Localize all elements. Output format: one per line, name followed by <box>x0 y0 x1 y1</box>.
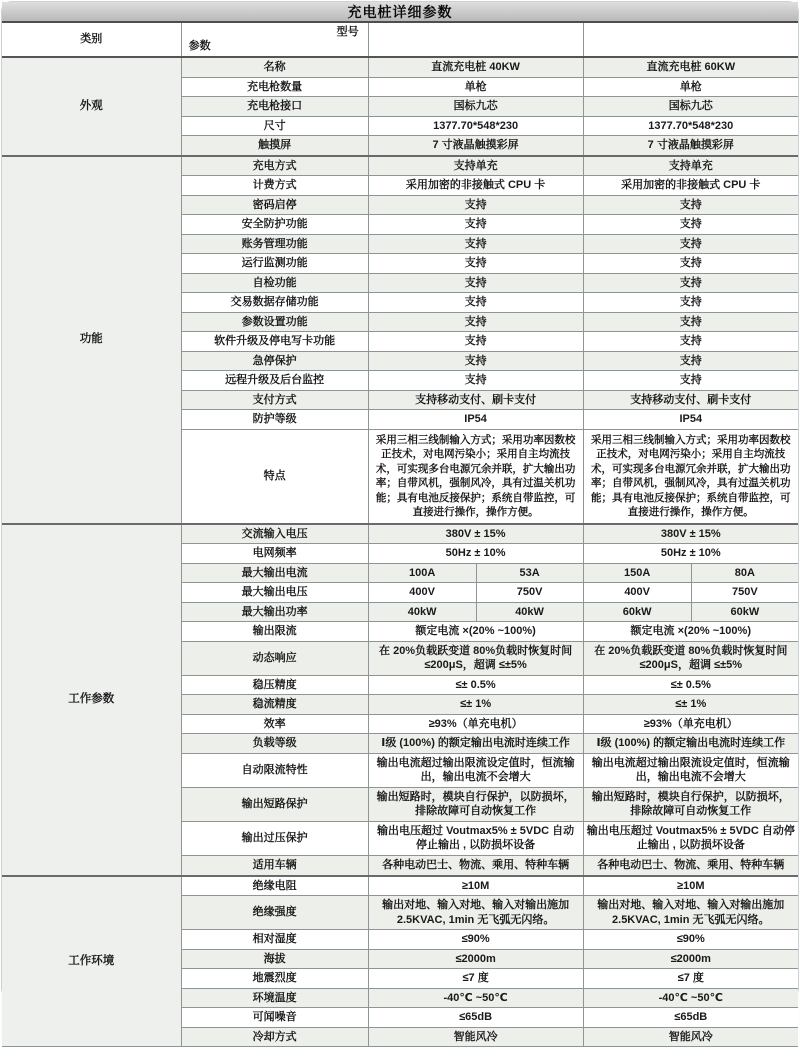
diagonal-model-label: 型号 <box>336 26 359 38</box>
parameter-name-cell: 电网频率 <box>181 544 368 564</box>
parameter-name-cell: 环境温度 <box>181 988 368 1008</box>
model-2-value-cell: 直流充电桩 60KW <box>583 57 798 77</box>
model-2-value-cell: ≤7 度 <box>583 969 798 989</box>
model-2-value-cell <box>583 563 798 583</box>
model-2-value-cell: ≤65dB <box>583 1008 798 1028</box>
parameter-name-cell: 充电枪数量 <box>181 77 368 97</box>
parameter-name-cell: 急停保护 <box>181 351 368 371</box>
page-title: 充电桩详细参数 <box>2 2 798 23</box>
split-value: 100A <box>408 566 436 579</box>
parameter-name-cell: 最大输出电流 <box>181 563 368 583</box>
model-1-value-cell: 直流充电桩 40KW <box>368 57 583 77</box>
model-1-value-cell: ≥93%（单充电机） <box>368 714 583 734</box>
parameter-name-cell: 绝缘电阻 <box>181 876 368 896</box>
parameter-name-cell: 支付方式 <box>181 390 368 410</box>
model-2-value-cell: IP54 <box>583 410 798 430</box>
parameter-name-cell: 安全防护功能 <box>181 215 368 235</box>
model-2-value-cell: 支持 <box>583 312 798 332</box>
parameter-name-cell: 密码启停 <box>181 195 368 215</box>
parameter-name-cell: 输出限流 <box>181 622 368 642</box>
model-1-value-cell: 各种电动巴士、物流、乘用、特种车辆 <box>368 855 583 875</box>
parameter-name-cell: 输出过压保护 <box>181 821 368 855</box>
model-2-value-cell: 支持 <box>583 273 798 293</box>
model-1-value-cell: ≤7 度 <box>368 969 583 989</box>
model-2-value-cell: 智能风冷 <box>583 1027 798 1047</box>
model-1-value-cell <box>368 602 583 622</box>
model-2-value-cell: 7 寸液晶触摸彩屏 <box>583 136 798 156</box>
parameter-name-cell: 海拔 <box>181 949 368 969</box>
model-1-value-cell: 输出短路时，模块自行保护，以防损坏，排除故障可自动恢复工作 <box>368 787 583 821</box>
parameter-name-cell: 尺寸 <box>181 116 368 136</box>
model-1-value-cell: 支持 <box>368 293 583 313</box>
table-header-row <box>2 23 798 57</box>
model-2-value-cell: 1377.70*548*230 <box>583 116 798 136</box>
parameter-name-cell: 参数设置功能 <box>181 312 368 332</box>
model-1-value-cell: 输出电流超过输出限流设定值时，恒流输出，输出电流不会增大 <box>368 753 583 787</box>
model-2-value-cell: -40℃ ~50℃ <box>583 988 798 1008</box>
model-1-value-cell: ≤90% <box>368 930 583 950</box>
model-2-value-cell: 输出短路时，模块自行保护，以防损坏，排除故障可自动恢复工作 <box>583 787 798 821</box>
parameter-name-cell: 远程升级及后台监控 <box>181 371 368 391</box>
category-cell: 工作参数 <box>2 524 181 876</box>
diagonal-header-cell <box>181 23 368 57</box>
split-value-pair <box>369 564 583 583</box>
model-1-value-cell: 7 寸液晶触摸彩屏 <box>368 136 583 156</box>
model-1-value-cell: Ⅰ级 (100%) 的额定输出电流时连续工作 <box>368 734 583 754</box>
model-2-value-cell <box>583 602 798 622</box>
split-value: 750V <box>691 583 798 602</box>
parameter-name-cell: 输出短路保护 <box>181 787 368 821</box>
model-1-value-cell: 支持 <box>368 371 583 391</box>
model-1-value-cell: 支持 <box>368 215 583 235</box>
model-2-value-cell: ≤± 1% <box>583 695 798 715</box>
split-value: 40kW <box>476 603 583 622</box>
model-2-value-cell: 支持 <box>583 254 798 274</box>
parameter-name-cell: 动态响应 <box>181 641 368 675</box>
model-2-value-cell: 输出对地、输入对地、输入对输出施加 2.5KVAC, 1min 无飞弧无闪络。 <box>583 896 798 930</box>
model-1-value-cell: 支持单充 <box>368 156 583 176</box>
model-1-value-cell: IP54 <box>368 410 583 430</box>
model-1-value-cell: ≤2000m <box>368 949 583 969</box>
model-1-value-cell: ≤± 0.5% <box>368 675 583 695</box>
split-value: 40kW <box>407 605 437 618</box>
parameter-name-cell: 最大输出电压 <box>181 583 368 603</box>
parameter-name-cell: 稳流精度 <box>181 695 368 715</box>
model-2-value-cell: 输出电压超过 Voutmax5% ± 5VDC 自动停止输出 , 以防损坏设备 <box>583 821 798 855</box>
model-1-value-cell: 支持 <box>368 195 583 215</box>
parameter-name-cell: 特点 <box>181 429 368 523</box>
parameter-name-cell: 最大输出功率 <box>181 602 368 622</box>
model-2-value-cell: 在 20%负载跃变道 80%负载时恢复时间 ≤200μS，超调 ≤±5% <box>583 641 798 675</box>
split-value-pair <box>584 603 798 622</box>
model-1-value-cell: 1377.70*548*230 <box>368 116 583 136</box>
model-2-value-cell: 支持 <box>583 293 798 313</box>
split-value: 80A <box>691 564 798 583</box>
model-2-value-cell: Ⅰ级 (100%) 的额定输出电流时连续工作 <box>583 734 798 754</box>
parameter-name-cell: 自动限流特性 <box>181 753 368 787</box>
model-1-value-cell: 智能风冷 <box>368 1027 583 1047</box>
model-2-value-cell: 380V ± 15% <box>583 524 798 544</box>
model-2-header-cell <box>583 23 798 57</box>
category-cell: 外观 <box>2 57 181 156</box>
model-1-value-cell: -40℃ ~50℃ <box>368 988 583 1008</box>
model-2-value-cell: 单枪 <box>583 77 798 97</box>
model-1-value-cell: 国标九芯 <box>368 97 583 117</box>
model-2-value-cell: ≤2000m <box>583 949 798 969</box>
parameter-name-cell: 稳压精度 <box>181 675 368 695</box>
spec-table <box>2 23 798 1047</box>
model-1-value-cell: 支持 <box>368 351 583 371</box>
model-1-value-cell: 380V ± 15% <box>368 524 583 544</box>
table-row <box>2 524 798 544</box>
spec-sheet-card <box>1 1 799 1043</box>
model-1-value-cell: ≤± 1% <box>368 695 583 715</box>
model-1-value-cell: 采用三相三线制输入方式；采用功率因数校正技术，对电网污染小；采用自主均流技术，可实现多台电源冗余并联，扩大输出功率；自带风机，强制风冷，具有过温关机功能；具有电池反接保护；系统自带监控，可直接进行操作，操作方便。 <box>368 429 583 523</box>
parameter-name-cell: 地震烈度 <box>181 969 368 989</box>
diagonal-param-label: 参数 <box>188 40 211 53</box>
model-2-value-cell: 支持 <box>583 215 798 235</box>
table-row <box>2 156 798 176</box>
model-2-value-cell: ≥93%（单充电机） <box>583 714 798 734</box>
model-1-value-cell: 支持移动支付、刷卡支付 <box>368 390 583 410</box>
parameter-name-cell: 适用车辆 <box>181 855 368 875</box>
category-cell: 功能 <box>2 156 181 524</box>
model-1-value-cell: 在 20%负载跃变道 80%负载时恢复时间 ≤200μS，超调 ≤±5% <box>368 641 583 675</box>
parameter-name-cell: 触摸屏 <box>181 136 368 156</box>
split-value: 53A <box>476 564 583 583</box>
category-cell: 工作环境 <box>2 876 181 1047</box>
parameter-name-cell: 可闻噪音 <box>181 1008 368 1028</box>
model-1-value-cell: 单枪 <box>368 77 583 97</box>
split-value-pair <box>584 583 798 602</box>
split-value: 60kW <box>691 603 798 622</box>
split-value-pair <box>369 583 583 602</box>
model-1-value-cell: 输出电压超过 Voutmax5% ± 5VDC 自动停止输出 , 以防损坏设备 <box>368 821 583 855</box>
model-2-value-cell: 支持 <box>583 371 798 391</box>
parameter-name-cell: 运行监测功能 <box>181 254 368 274</box>
parameter-name-cell: 软件升级及停电写卡功能 <box>181 332 368 352</box>
model-2-value-cell: 采用三相三线制输入方式；采用功率因数校正技术，对电网污染小；采用自主均流技术，可实现多台电源冗余并联，扩大输出功率；自带风机，强制风冷，具有过温关机功能；具有电池反接保护；系统自带监控，可直接进行操作，操作方便。 <box>583 429 798 523</box>
split-value: 400V <box>409 586 435 599</box>
parameter-name-cell: 效率 <box>181 714 368 734</box>
split-value: 60kW <box>622 605 652 618</box>
model-1-header-cell <box>368 23 583 57</box>
model-2-value-cell: 支持 <box>583 332 798 352</box>
model-2-value-cell: 国标九芯 <box>583 97 798 117</box>
category-header-cell: 类别 <box>2 23 181 57</box>
parameter-name-cell: 自检功能 <box>181 273 368 293</box>
table-row <box>2 876 798 896</box>
model-1-value-cell: 50Hz ± 10% <box>368 544 583 564</box>
model-2-value-cell: 支持 <box>583 234 798 254</box>
model-2-value-cell <box>583 583 798 603</box>
parameter-name-cell: 负载等级 <box>181 734 368 754</box>
model-1-value-cell: 采用加密的非接触式 CPU 卡 <box>368 176 583 196</box>
model-2-value-cell: 50Hz ± 10% <box>583 544 798 564</box>
model-1-value-cell: 支持 <box>368 254 583 274</box>
model-1-value-cell: 支持 <box>368 273 583 293</box>
parameter-name-cell: 账务管理功能 <box>181 234 368 254</box>
parameter-name-cell: 交易数据存储功能 <box>181 293 368 313</box>
model-2-value-cell: ≥10M <box>583 876 798 896</box>
parameter-name-cell: 冷却方式 <box>181 1027 368 1047</box>
model-1-value-cell: 额定电流 ×(20% ~100%) <box>368 622 583 642</box>
model-1-value-cell <box>368 583 583 603</box>
model-2-value-cell: 支持移动支付、刷卡支付 <box>583 390 798 410</box>
split-value-pair <box>369 603 583 622</box>
parameter-name-cell: 绝缘强度 <box>181 896 368 930</box>
parameter-name-cell: 计费方式 <box>181 176 368 196</box>
parameter-name-cell: 交流输入电压 <box>181 524 368 544</box>
split-value: 400V <box>624 586 651 599</box>
parameter-name-cell: 名称 <box>181 57 368 77</box>
model-1-value-cell: 支持 <box>368 332 583 352</box>
split-value: 750V <box>476 583 583 602</box>
table-row <box>2 57 798 77</box>
parameter-name-cell: 充电方式 <box>181 156 368 176</box>
model-2-value-cell: 各种电动巴士、物流、乘用、特种车辆 <box>583 855 798 875</box>
model-1-value-cell: 输出对地、输入对地、输入对输出施加 2.5KVAC, 1min 无飞弧无闪络。 <box>368 896 583 930</box>
model-1-value-cell: 支持 <box>368 234 583 254</box>
split-value-pair <box>584 564 798 583</box>
model-1-value-cell <box>368 563 583 583</box>
model-2-value-cell: ≤± 0.5% <box>583 675 798 695</box>
model-2-value-cell: 额定电流 ×(20% ~100%) <box>583 622 798 642</box>
model-2-value-cell: 采用加密的非接触式 CPU 卡 <box>583 176 798 196</box>
model-2-value-cell: 支持 <box>583 195 798 215</box>
model-1-value-cell: ≤65dB <box>368 1008 583 1028</box>
model-1-value-cell: 支持 <box>368 312 583 332</box>
split-value: 150A <box>624 566 651 579</box>
model-2-value-cell: ≤90% <box>583 930 798 950</box>
parameter-name-cell: 防护等级 <box>181 410 368 430</box>
parameter-name-cell: 相对湿度 <box>181 930 368 950</box>
parameter-name-cell: 充电枪接口 <box>181 97 368 117</box>
model-2-value-cell: 输出电流超过输出限流设定值时，恒流输出，输出电流不会增大 <box>583 753 798 787</box>
model-1-value-cell: ≥10M <box>368 876 583 896</box>
model-2-value-cell: 支持 <box>583 351 798 371</box>
model-2-value-cell: 支持单充 <box>583 156 798 176</box>
